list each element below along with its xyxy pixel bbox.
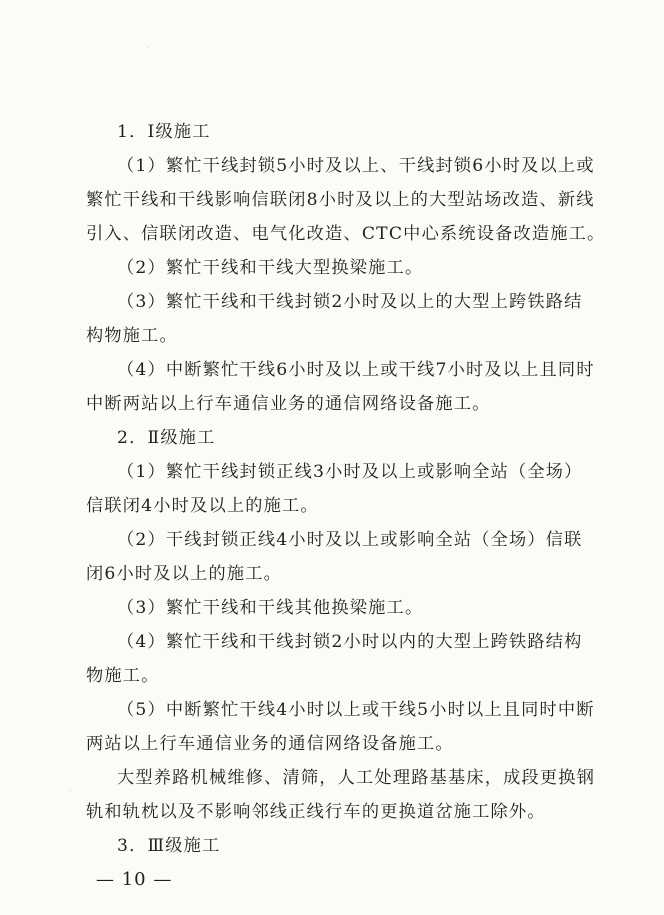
paragraph-line: 构物施工。 [86, 326, 178, 346]
paragraph-line: 大型养路机械维修、清筛，人工处理路基基床，成段更换钢 [117, 768, 596, 788]
paragraph-line: 引入、信联闭改造、电气化改造、CTC中心系统设备改造施工。 [86, 224, 606, 244]
scan-speck [70, 790, 71, 791]
section-heading: 2．Ⅱ级施工 [117, 428, 216, 448]
page-number: — 10 — [96, 869, 173, 890]
paragraph-line: 物施工。 [86, 666, 160, 686]
paragraph-line: （5）中断繁忙干线4小时以上或干线5小时以上且同时中断 [117, 700, 595, 720]
paragraph-line: （3）繁忙干线和干线其他换梁施工。 [117, 598, 424, 618]
paragraph-line: （2）干线封锁正线4小时及以上或影响全站（全场）信联 [117, 530, 583, 550]
scan-speck [148, 47, 149, 48]
paragraph-line: 信联闭4小时及以上的施工。 [86, 496, 319, 516]
paragraph-line: 中断两站以上行车通信业务的通信网络设备施工。 [86, 394, 491, 414]
section-heading: 1．Ⅰ级施工 [117, 122, 211, 142]
paragraph-line: （3）繁忙干线和干线封锁2小时及以上的大型上跨铁路结 [117, 292, 583, 312]
paragraph-line: （4）繁忙干线和干线封锁2小时以内的大型上跨铁路结构 [117, 632, 583, 652]
paragraph-line: 轨和轨枕以及不影响邻线正线行车的更换道岔施工除外。 [86, 802, 546, 822]
paragraph-line: （1）繁忙干线封锁正线3小时及以上或影响全站（全场） [117, 462, 583, 482]
paragraph-line: 闭6小时及以上的施工。 [86, 564, 283, 584]
paragraph-line: （2）繁忙干线和干线大型换梁施工。 [117, 258, 424, 278]
paragraph-line: （4）中断繁忙干线6小时及以上或干线7小时及以上且同时 [117, 360, 595, 380]
paragraph-line: 两站以上行车通信业务的通信网络设备施工。 [86, 734, 454, 754]
paragraph-line: 繁忙干线和干线影响信联闭8小时及以上的大型站场改造、新线 [86, 190, 595, 210]
paragraph-line: （1）繁忙干线封锁5小时及以上、干线封锁6小时及以上或 [117, 156, 595, 176]
section-heading: 3．Ⅲ级施工 [117, 836, 221, 856]
